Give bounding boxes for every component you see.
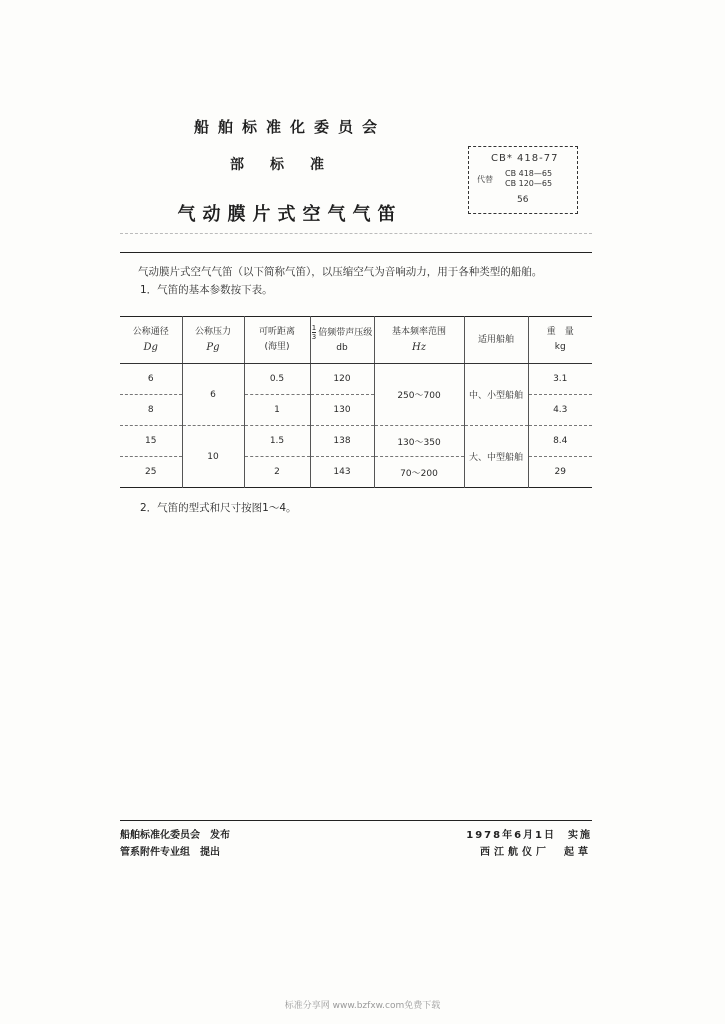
cell-ship-group: 中、小型船舶 [464, 364, 528, 426]
cell-frequency: 130～350 [374, 426, 464, 457]
cell-weight: 3.1 [528, 364, 592, 395]
issuer-text: 船舶标准化委员会 发布 [120, 830, 230, 841]
effective-date: 1978年6月1日 实施 [466, 830, 592, 841]
site-watermark: 标准分享网 www.bzfxw.com免费下载 [284, 1001, 441, 1011]
header-octave-spl: $\frac{1}{3}$ 倍频带声压级 db [310, 317, 374, 364]
cell-ship-group: 大、中型船舶 [464, 426, 528, 488]
cell-spl: 138 [310, 426, 374, 457]
document-title: 气动膜片式空气气笛 [177, 204, 403, 225]
department-standard-label: 部标准 [230, 157, 350, 173]
organization-title: 船舶标准化委员会 [193, 118, 386, 136]
drafter-text: 西江航仪厂 起草 [480, 847, 592, 858]
cell-spl: 130 [310, 395, 374, 426]
cell-range: 0.5 [244, 364, 310, 395]
cell-weight: 29 [528, 457, 592, 488]
standard-number: CB* 418-77 [491, 153, 559, 164]
cell-weight: 4.3 [528, 395, 592, 426]
cell-pressure-group: 10 [182, 426, 244, 488]
intro-paragraph: 气动膜片式空气气笛（以下简称气笛），以压缩空气为音响动力，用于各种类型的船舶。 [138, 266, 543, 278]
item-2: 2．气笛的型式和尺寸按图1～4。 [140, 502, 297, 514]
cell-frequency: 70～200 [374, 457, 464, 488]
cell-dg: 6 [147, 374, 154, 384]
item-1: 1．气笛的基本参数按下表。 [140, 284, 273, 296]
header-applicable-ship: 适用船舶 [464, 317, 528, 364]
proposer-text: 管系附件专业组 提出 [120, 847, 220, 858]
replaced-standard-2: CB 120—65 [505, 179, 553, 188]
top-rule [120, 252, 592, 253]
cell-dg: 15 [120, 426, 182, 457]
table-row [120, 426, 592, 457]
header-weight: 重 量 kg [528, 317, 592, 364]
parameter-table [120, 316, 592, 488]
cell-range: 1 [244, 395, 310, 426]
cell-frequency-group: 250～700 [374, 364, 464, 426]
table-row [120, 364, 592, 395]
cell-pressure-group: 6 [182, 364, 244, 426]
cell-weight: 8.4 [528, 426, 592, 457]
header-nominal-pressure: 公称压力 Pg [182, 317, 244, 364]
cell-dg: 25 [120, 457, 182, 488]
page-number: 56 [517, 195, 529, 205]
replace-label: 代替 [477, 175, 493, 184]
header-divider [120, 233, 592, 234]
cell-spl: 120 [310, 364, 374, 395]
cell-range: 1.5 [244, 426, 310, 457]
cell-dg: 8 [120, 395, 182, 426]
replaced-standard-1: CB 418—65 [505, 169, 553, 178]
cell-range: 2 [244, 457, 310, 488]
header-audible-range: 可听距离 (海里) [244, 317, 310, 364]
header-frequency-range: 基本频率范围 Hz [374, 317, 464, 364]
footer-rule [120, 820, 592, 821]
standard-code-box [468, 146, 578, 214]
cell-spl: 143 [310, 457, 374, 488]
header-nominal-diameter: 公称通径 Dg [120, 317, 182, 364]
table-header-row [120, 317, 592, 364]
